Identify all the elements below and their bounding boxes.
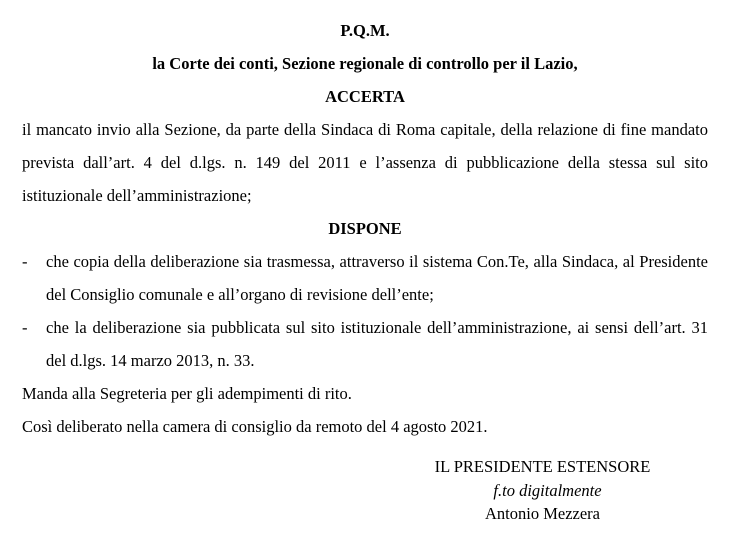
accerta-title: ACCERTA [325,87,405,106]
manda-paragraph: Manda alla Segreteria per gli adempimenti di rito. [22,384,352,403]
list-item [22,311,708,377]
document-body [22,14,708,443]
signature-note: f.to digitalmente [493,481,602,500]
list-item-text: che copia della deliberazione sia trasmessa, attraverso il sistema Con.Te, alla Sindaca, al Presidente del Consiglio comunale e all’organo di revisione dell’ente; [46,252,708,304]
list-item [22,245,708,311]
cosi-paragraph: Così deliberato nella camera di consiglio da remoto del 4 agosto 2021. [22,417,488,436]
accerta-paragraph: il mancato invio alla Sezione, da parte della Sindaca di Roma capitale, della relazione di fine mandato prevista dall’art. 4 del d.lgs. n. 149 del 2011 e l’assenza di pubblicazione della stessa sul sito istituzionale dell’amministrazione; [22,120,708,205]
list-dash: - [22,252,28,271]
dispone-title: DISPONE [328,219,402,238]
list-dash: - [22,318,28,337]
signature-block [400,455,685,525]
signature-role: IL PRESIDENTE ESTENSORE [434,457,651,476]
signature-name: Antonio Mezzera [485,504,600,523]
pqm-heading: P.Q.M. [340,21,390,40]
list-item-text: che la deliberazione sia pubblicata sul sito istituzionale dell’amministrazione, ai sensi dell’art. 31 del d.lgs. 14 marzo 2013, n. 33. [46,318,708,370]
court-line: la Corte dei conti, Sezione regionale di controllo per il Lazio, [152,54,578,73]
